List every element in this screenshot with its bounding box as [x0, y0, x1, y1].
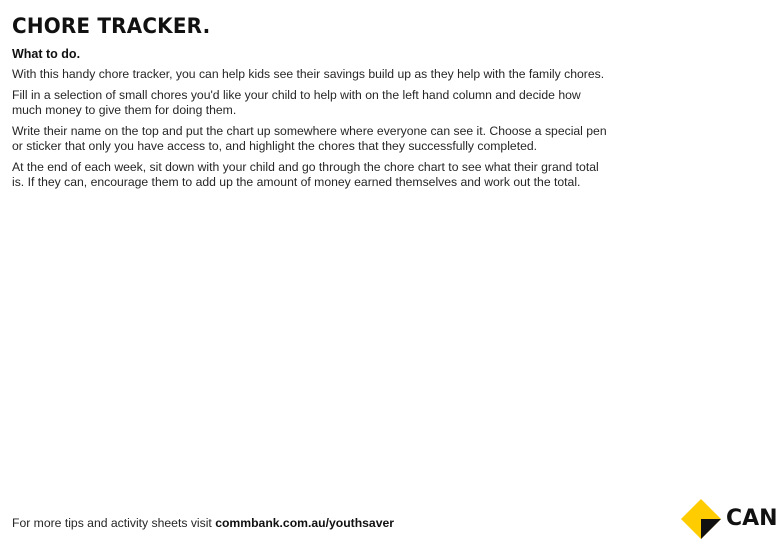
commbank-diamond-logo-icon — [680, 498, 722, 540]
instructions-paragraph-4: At the end of each week, sit down with your child and go through the chore chart to see what their grand total is. If they can, encourage them to add up the amount of money earned themselves and work out the total. — [12, 159, 599, 189]
instructions-paragraph-1: With this handy chore tracker, you can help kids see their savings build up as they help with the family chores. — [12, 67, 605, 81]
logo-wordmark: CAN — [726, 506, 778, 531]
brand-logo — [680, 498, 784, 542]
footer-link[interactable]: commbank.com.au/youthsaver — [215, 516, 395, 530]
instructions-paragraph-3: Write their name on the top and put the chart up somewhere where everyone can see it. Choose a special pen or sticker that only you have access to, and highlight the chores that they successfully completed. — [12, 123, 607, 153]
footer-text: For more tips and activity sheets visit — [12, 516, 216, 530]
instructions-body — [12, 67, 612, 196]
footer — [12, 516, 394, 530]
instructions-paragraph-2: Fill in a selection of small chores you'd like your child to help with on the left hand column and decide how much money to give them for doing them. — [12, 87, 581, 117]
instructions-heading: What to do. — [12, 47, 81, 61]
page-title: CHORE TRACKER. — [12, 14, 211, 38]
